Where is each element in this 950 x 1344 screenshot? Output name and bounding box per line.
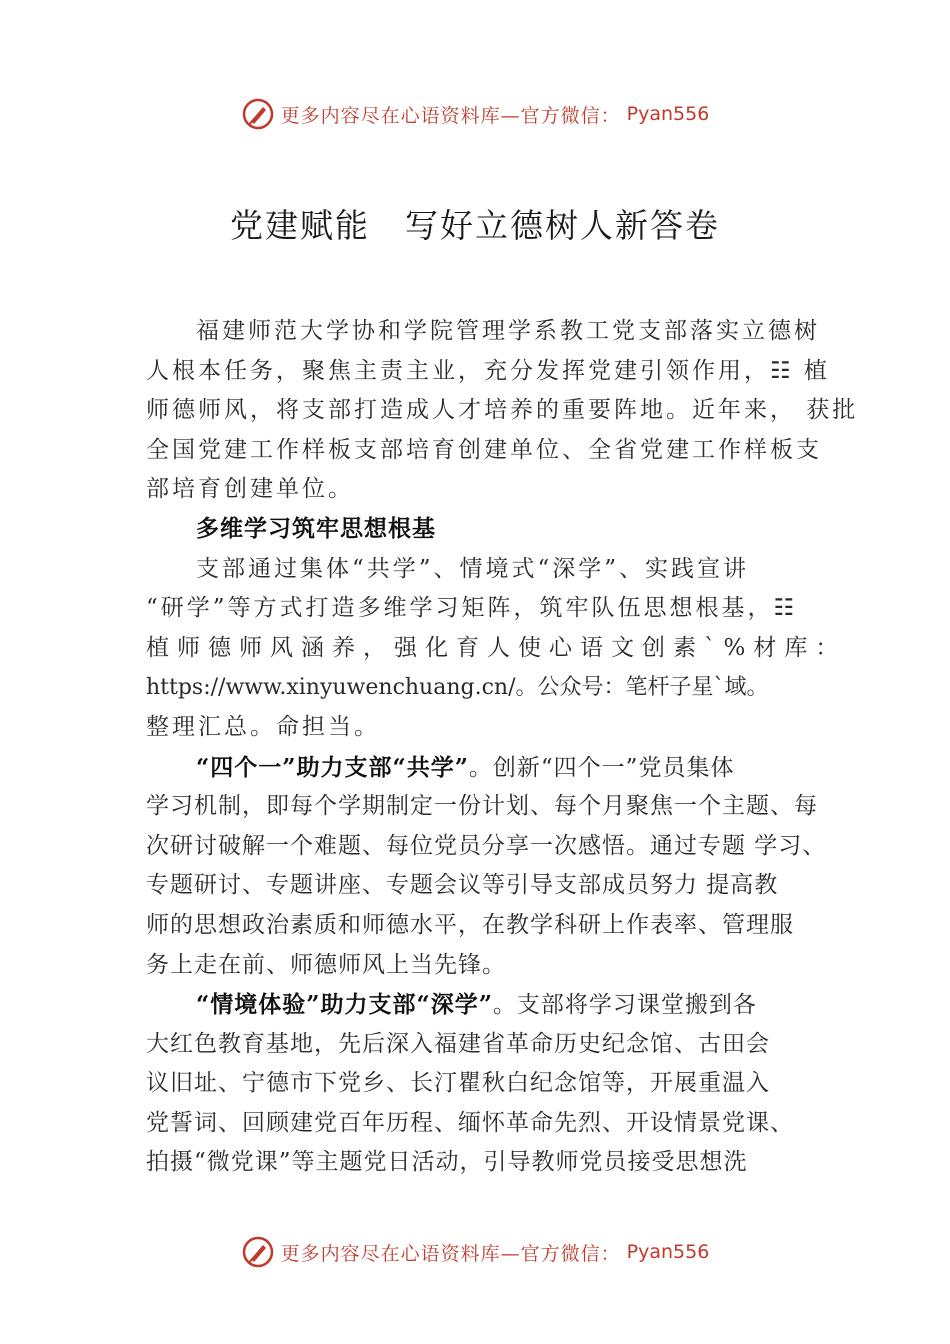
lead-rest: 。支部将学习课堂搬到各 <box>492 992 757 1019</box>
text-line: 议旧址、宁德市下党乡、长汀瞿秋白纪念馆等，开展重温入 <box>146 1070 770 1097</box>
text-line <box>146 985 826 1025</box>
text-line <box>146 748 826 788</box>
bold-lead: “情境体验”助力支部“深学” <box>196 991 493 1019</box>
wechat-id: Pyan556 <box>626 103 710 125</box>
page-title: 党建赋能 写好立德树人新答卷 <box>230 206 720 245</box>
section-heading: 多维学习筑牢思想根基 <box>196 515 436 542</box>
text-line: 专题研讨、专题讲座、专题会议等引导支部成员努力 提高教 <box>146 872 779 899</box>
promo-text: 更多内容尽在心语资料库—官方微信： <box>280 1242 621 1265</box>
text-line: “研学”等方式打造多维学习矩阵，筑牢队伍思想根基，☷ <box>146 595 798 622</box>
text-line: 支部通过集体“共学”、情境式“深学”、实践宣讲 <box>196 555 750 582</box>
text-line: https://www.xinyuwenchuang.cn/。公众号：笔杆子星`域。 <box>146 675 769 701</box>
text-line: 务上走在前、师德师风上当先锋。 <box>146 951 506 978</box>
article-body <box>146 312 859 1183</box>
lead-rest: 。创新“四个一”党员集体 <box>468 754 735 781</box>
footer-banner <box>0 1232 950 1272</box>
text-line: 部培育创建单位。 <box>146 476 354 503</box>
pen-seal-logo-icon <box>241 1235 275 1269</box>
text-line: 拍摄“微党课”等主题党日活动，引导教师党员接受思想洗 <box>146 1149 748 1176</box>
text-line: 师德师风，将支部打造成人才培养的重要阵地。近年来， 获批 <box>146 397 859 424</box>
pen-seal-logo-icon <box>241 97 275 131</box>
text-line: 师的思想政治素质和师德水平，在教学科研上作表率、管理服 <box>146 911 794 938</box>
text-line: 全国党建工作样板支部培育创建单位、全省党建工作样板支 <box>146 436 822 463</box>
text-line: 党誓词、回顾建党百年历程、缅怀革命先烈、开设情景党课、 <box>146 1109 794 1136</box>
promo-text: 更多内容尽在心语资料库—官方微信： <box>280 104 621 127</box>
wechat-id: Pyan556 <box>626 1241 710 1263</box>
bold-lead: “四个一”助力支部“共学” <box>196 753 469 781</box>
text-line: 植师德师风涵养，强化育人使心语文创素`%材库： <box>146 634 847 661</box>
text-line: 次研讨破解一个难题、每位党员分享一次感悟。通过专题 学习、 <box>146 832 827 859</box>
text-line: 大红色教育基地，先后深入福建省革命历史纪念馆、古田会 <box>146 1030 770 1057</box>
text-line: 整理汇总。命担当。 <box>146 713 380 740</box>
text-line: 福建师范大学协和学院管理学系教工党支部落实立德树 <box>196 318 820 344</box>
text-line: 人根本任务，聚焦主责主业，充分发挥党建引领作用，☷ 植 <box>146 357 830 384</box>
text-line: 学习机制，即每个学期制定一份计划、每个月聚焦一个主题、每 <box>146 793 818 820</box>
header-banner <box>0 94 950 134</box>
